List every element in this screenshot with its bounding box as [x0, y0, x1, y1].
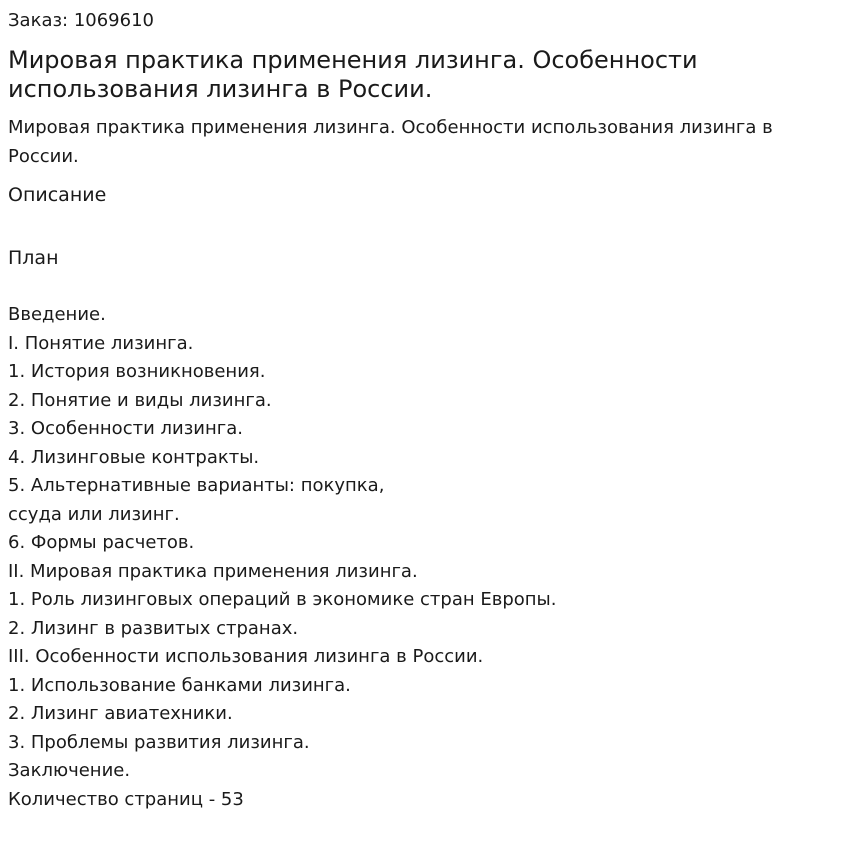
spacer [8, 273, 839, 301]
page-subtitle: Мировая практика применения лизинга. Особенности использования лизинга в России. [8, 117, 773, 167]
spacer [8, 210, 839, 244]
order-number: Заказ: 1069610 [8, 10, 154, 31]
plan-item: 5. Альтернативные варианты: покупка, ссуда или лизинг. [8, 475, 385, 525]
plan-item: Заключение. [8, 760, 131, 781]
plan-item: 2. Лизинг авиатехники. [8, 703, 233, 724]
plan-item: II. Мировая практика применения лизинга. [8, 560, 418, 582]
plan-item: III. Особенности использования лизинга в России. [8, 646, 484, 667]
plan-list [8, 301, 839, 814]
plan-item: 2. Лизинг в развитых странах. [8, 617, 299, 639]
plan-item: 3. Особенности лизинга. [8, 418, 243, 439]
plan-item: Введение. [8, 304, 106, 325]
page-count: Количество страниц - 53 [8, 788, 244, 810]
plan-item: 6. Формы расчетов. [8, 532, 195, 553]
plan-item: 1. Роль лизинговых операций в экономике стран Европы. [8, 589, 557, 610]
plan-heading: План [8, 247, 59, 269]
plan-item: 1. Использование банками лизинга. [8, 674, 351, 696]
plan-item: 4. Лизинговые контракты. [8, 446, 260, 468]
plan-item: 1. История возникновения. [8, 361, 266, 382]
plan-item: 2. Понятие и виды лизинга. [8, 389, 272, 411]
description-heading: Описание [8, 184, 107, 206]
plan-item: I. Понятие лизинга. [8, 332, 194, 354]
plan-item: 3. Проблемы развития лизинга. [8, 731, 310, 753]
page-title: Мировая практика применения лизинга. Особенности использования лизинга в России. [8, 46, 698, 103]
